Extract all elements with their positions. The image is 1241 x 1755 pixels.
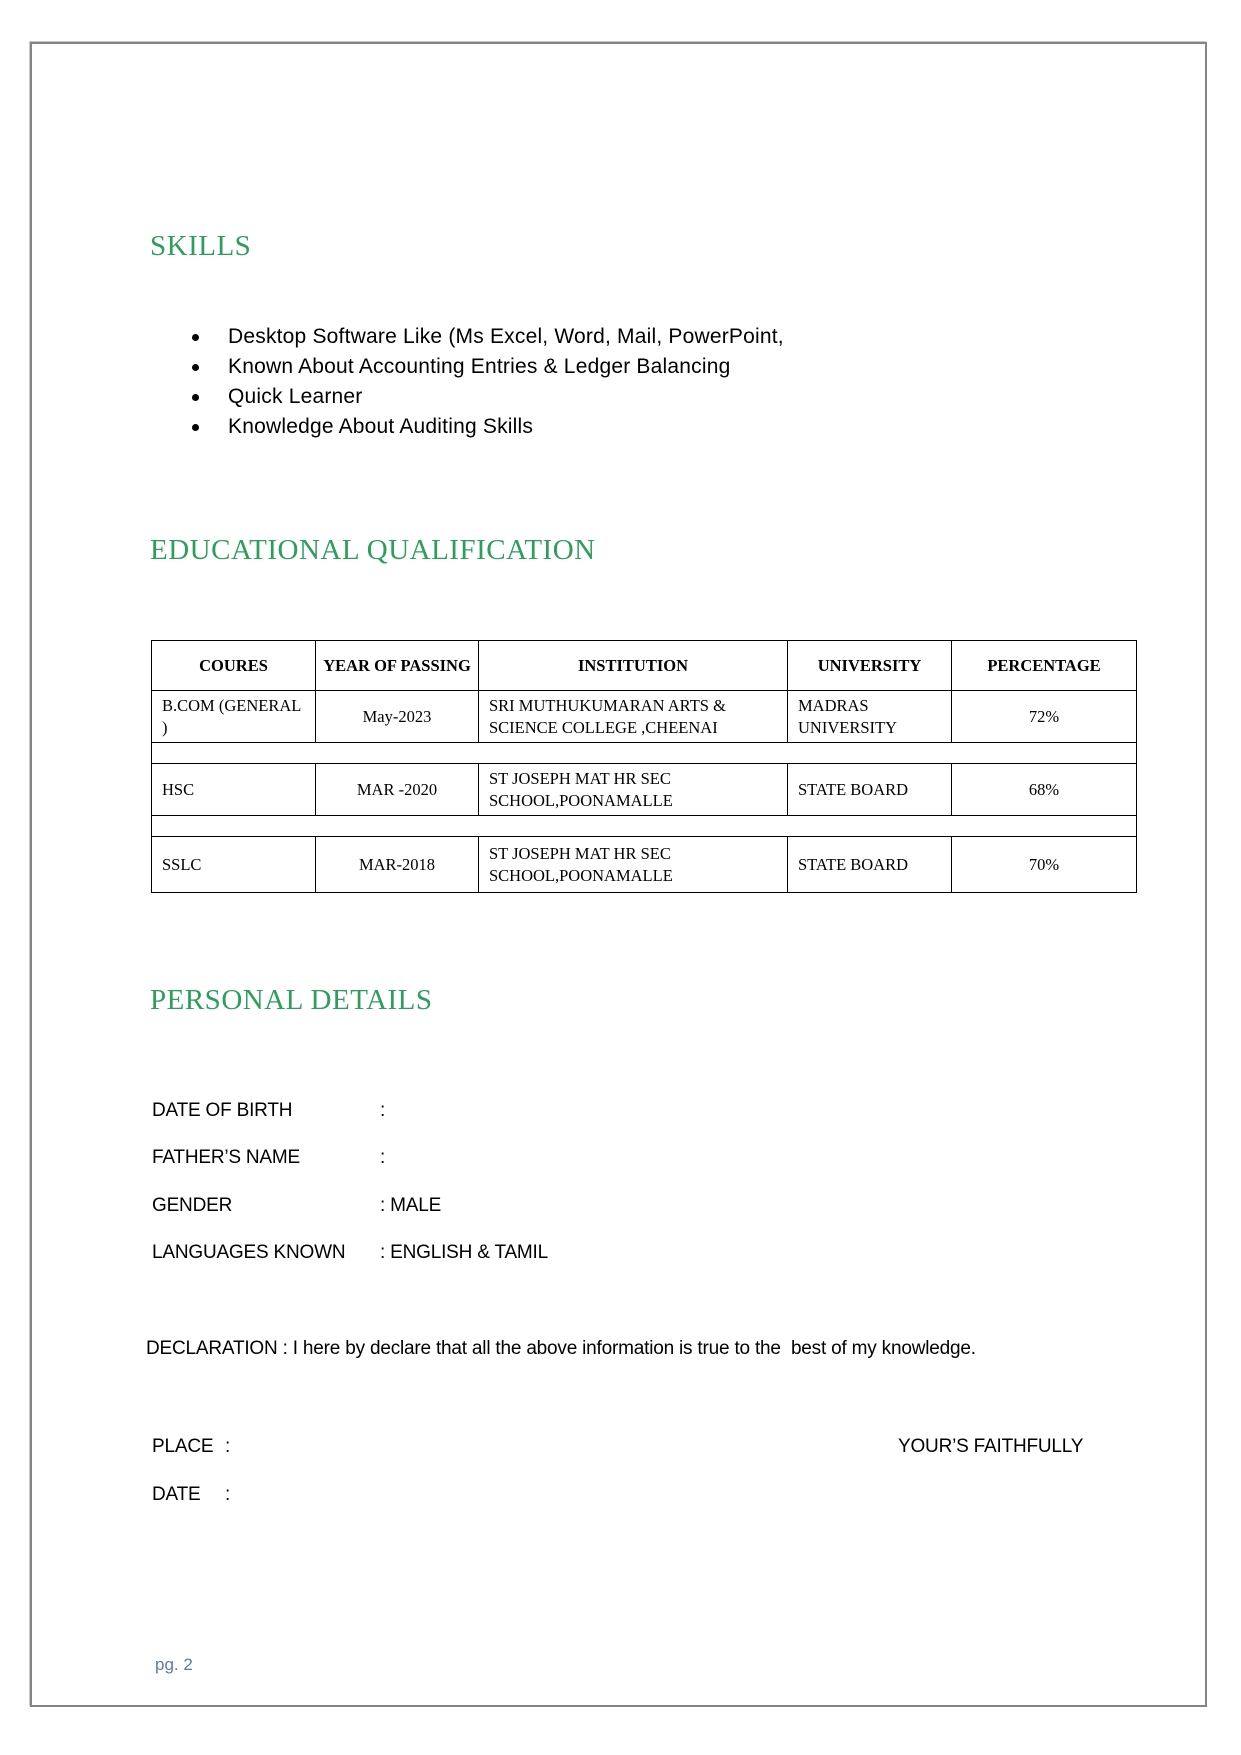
table-row [152,691,1137,743]
skills-list [192,322,784,442]
field-value: : [225,1484,231,1505]
cell-percentage: 72% [952,691,1137,743]
field-label: FATHER’S NAME [152,1147,301,1168]
header-coures: COURES [152,641,316,691]
skills-bullet-text: Quick Learner [228,385,363,408]
field-place [152,1436,230,1458]
table-spacer-row [152,743,1137,764]
signature-text: YOUR’S FAITHFULLY [898,1436,1084,1457]
field-label: GENDER [152,1195,233,1216]
table-row [152,837,1137,893]
education-table [151,640,1137,893]
cell-year: MAR-2018 [316,837,479,893]
skills-bullet-item [192,352,784,382]
cell-institution: ST JOSEPH MAT HR SEC SCHOOL,POONAMALLE [479,837,788,893]
field-fathers-name [152,1147,385,1169]
skills-bullet-item [192,412,784,442]
education-heading: EDUCATIONAL QUALIFICATION [150,534,596,566]
field-value: : [380,1147,386,1168]
skills-bullet-text: Known About Accounting Entries & Ledger Balancing [228,355,731,378]
cell-institution: ST JOSEPH MAT HR SEC SCHOOL,POONAMALLE [479,764,788,816]
field-value: : [225,1436,231,1457]
bullet-icon [192,334,199,341]
cell-course: B.COM (GENERAL ) [152,691,316,743]
skills-bullet-text: Knowledge About Auditing Skills [228,415,534,438]
header-percentage: PERCENTAGE [952,641,1137,691]
field-value: : MALE [380,1195,442,1216]
field-label: PLACE [152,1436,214,1457]
cell-university: MADRAS UNIVERSITY [788,691,952,743]
cell-year: May-2023 [316,691,479,743]
page-number: pg. 2 [155,1655,193,1674]
header-university: UNIVERSITY [788,641,952,691]
bullet-icon [192,424,199,431]
field-value: : ENGLISH & TAMIL [380,1242,548,1263]
table-row [152,764,1137,816]
cell-course: SSLC [152,837,316,893]
bullet-icon [192,364,199,371]
skills-heading: SKILLS [150,230,252,262]
cell-percentage: 68% [952,764,1137,816]
cell-year: MAR -2020 [316,764,479,816]
field-label: DATE [152,1484,201,1505]
field-gender [152,1195,441,1217]
field-value: : [380,1100,386,1121]
header-year-of-passing: YEAR OF PASSING [316,641,479,691]
field-date [152,1484,230,1506]
cell-course: HSC [152,764,316,816]
cell-institution: SRI MUTHUKUMARAN ARTS & SCIENCE COLLEGE ,CHEENAI [479,691,788,743]
field-languages-known [152,1242,548,1264]
table-spacer-row [152,816,1137,837]
field-label: LANGUAGES KNOWN [152,1242,346,1263]
skills-bullet-item [192,322,784,352]
field-date-of-birth [152,1100,385,1122]
skills-bullet-item [192,382,784,412]
skills-bullet-text: Desktop Software Like (Ms Excel, Word, Mail, PowerPoint, [228,325,784,348]
cell-university: STATE BOARD [788,837,952,893]
spacer-cell [152,816,1137,837]
spacer-cell [152,743,1137,764]
education-table-header-row [152,641,1137,691]
cell-university: STATE BOARD [788,764,952,816]
personal-details-heading: PERSONAL DETAILS [150,984,433,1016]
header-institution: INSTITUTION [479,641,788,691]
bullet-icon [192,394,199,401]
cell-percentage: 70% [952,837,1137,893]
field-label: DATE OF BIRTH [152,1100,293,1121]
declaration-text: DECLARATION : I here by declare that all the above information is true to the best of my knowledge. [146,1338,976,1359]
